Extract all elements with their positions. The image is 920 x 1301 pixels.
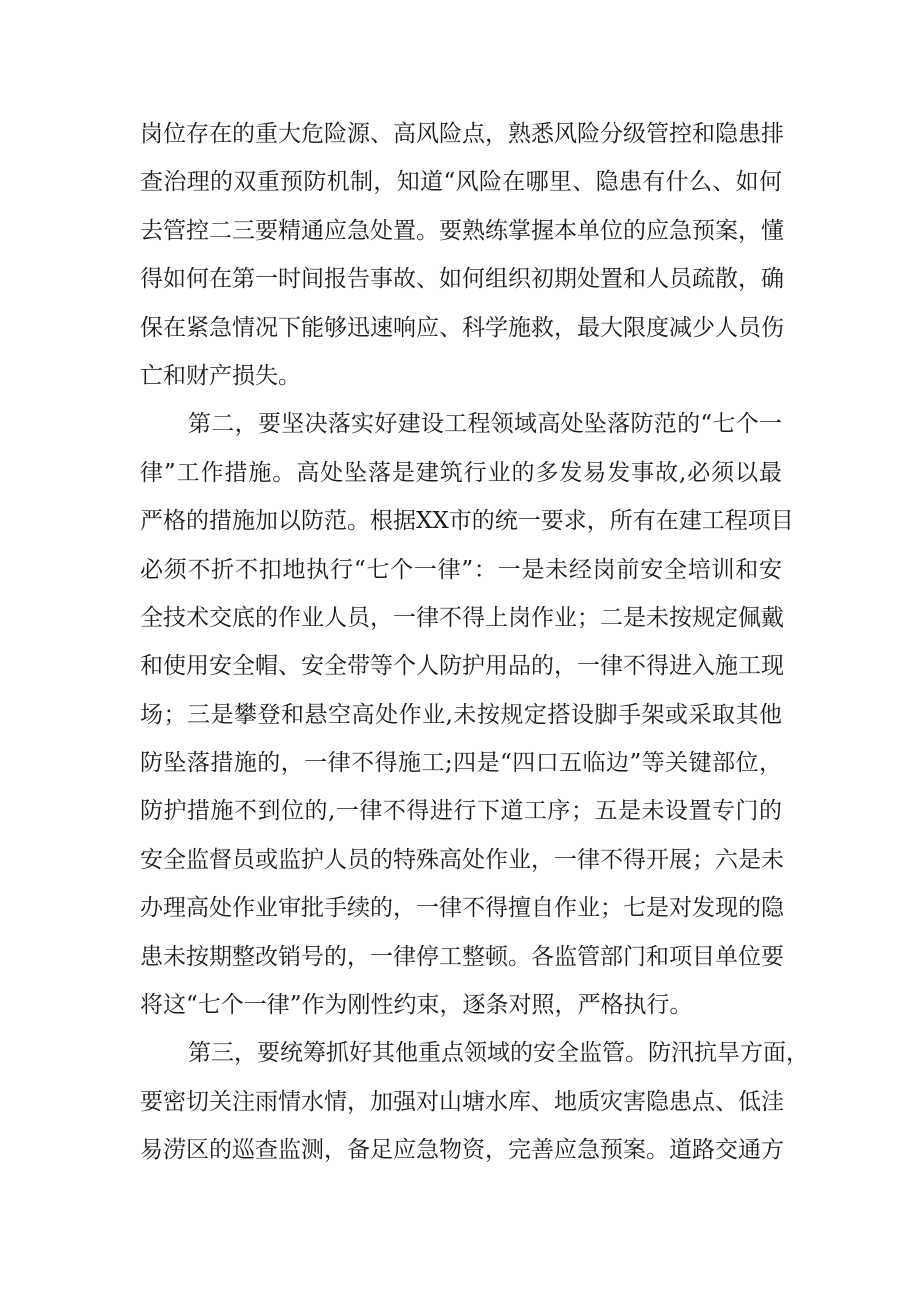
text-line: 亡和财产损失。	[140, 362, 301, 389]
text-line: 将这“七个一律”作为刚性约束，逐条对照，严格执行。	[140, 992, 693, 1019]
text-line: 场；三是攀登和悬空高处作业,未按规定搭设脚手架或采取其他	[140, 701, 782, 728]
text-line: 易涝区的巡查监测，备足应急物资，完善应急预案。道路交通方	[140, 1137, 784, 1164]
text-line: 岗位存在的重大危险源、高风险点，熟悉风险分级管控和隐患排	[140, 121, 784, 147]
text-line: 查治理的双重预防机制，知道“风险在哪里、隐患有什么、如何	[140, 169, 782, 196]
text-line: 安全监督员或监护人员的特殊高处作业，一律不得开展；六是未	[140, 846, 784, 873]
text-line: 去管控二三要精通应急处置。要熟练掌握本单位的应急预案，懂	[140, 217, 784, 244]
text-line: 得如何在第一时间报告事故、如何组织初期处置和人员疏散，确	[140, 266, 784, 293]
paragraph-3	[140, 1029, 809, 1174]
text-line: 防坠落措施的，一律不得施工;四是“四口五临边”等关键部位，	[140, 750, 782, 777]
text-line: 办理高处作业审批手续的，一律不得擅自作业；七是对发现的隐	[140, 895, 784, 922]
text-line: 要密切关注雨情水情，加强对山塘水库、地质灾害隐患点、低洼	[140, 1088, 784, 1115]
text-line: 保在紧急情况下能够迅速响应、科学施救，最大限度减少人员伤	[140, 314, 784, 341]
text-line: 严格的措施加以防范。根据XX市的统一要求，所有在建工程项目	[140, 508, 794, 535]
paragraph-1	[140, 110, 782, 400]
text-line: 必须不折不扣地执行“七个一律”：一是未经岗前安全培训和安	[140, 556, 782, 583]
text-line: 和使用安全帽、安全带等个人防护用品的，一律不得进入施工现	[140, 653, 784, 680]
paragraph-2	[140, 400, 794, 1029]
text-line: 防护措施不到位的,一律不得进行下道工序；五是未设置专门的	[140, 798, 782, 825]
text-line: 全技术交底的作业人员，一律不得上岗作业；二是未按规定佩戴	[140, 604, 784, 631]
text-line: 律”工作措施。高处坠落是建筑行业的多发易发事故,必须以最	[140, 459, 782, 486]
text-line: 第三，要统筹抓好其他重点领域的安全监管。防汛抗旱方面，	[188, 1040, 809, 1067]
text-line: 第二，要坚决落实好建设工程领域高处坠落防范的“七个一	[188, 411, 782, 438]
text-line: 患未按期整改销号的，一律停工整顿。各监管部门和项目单位要	[140, 943, 784, 970]
